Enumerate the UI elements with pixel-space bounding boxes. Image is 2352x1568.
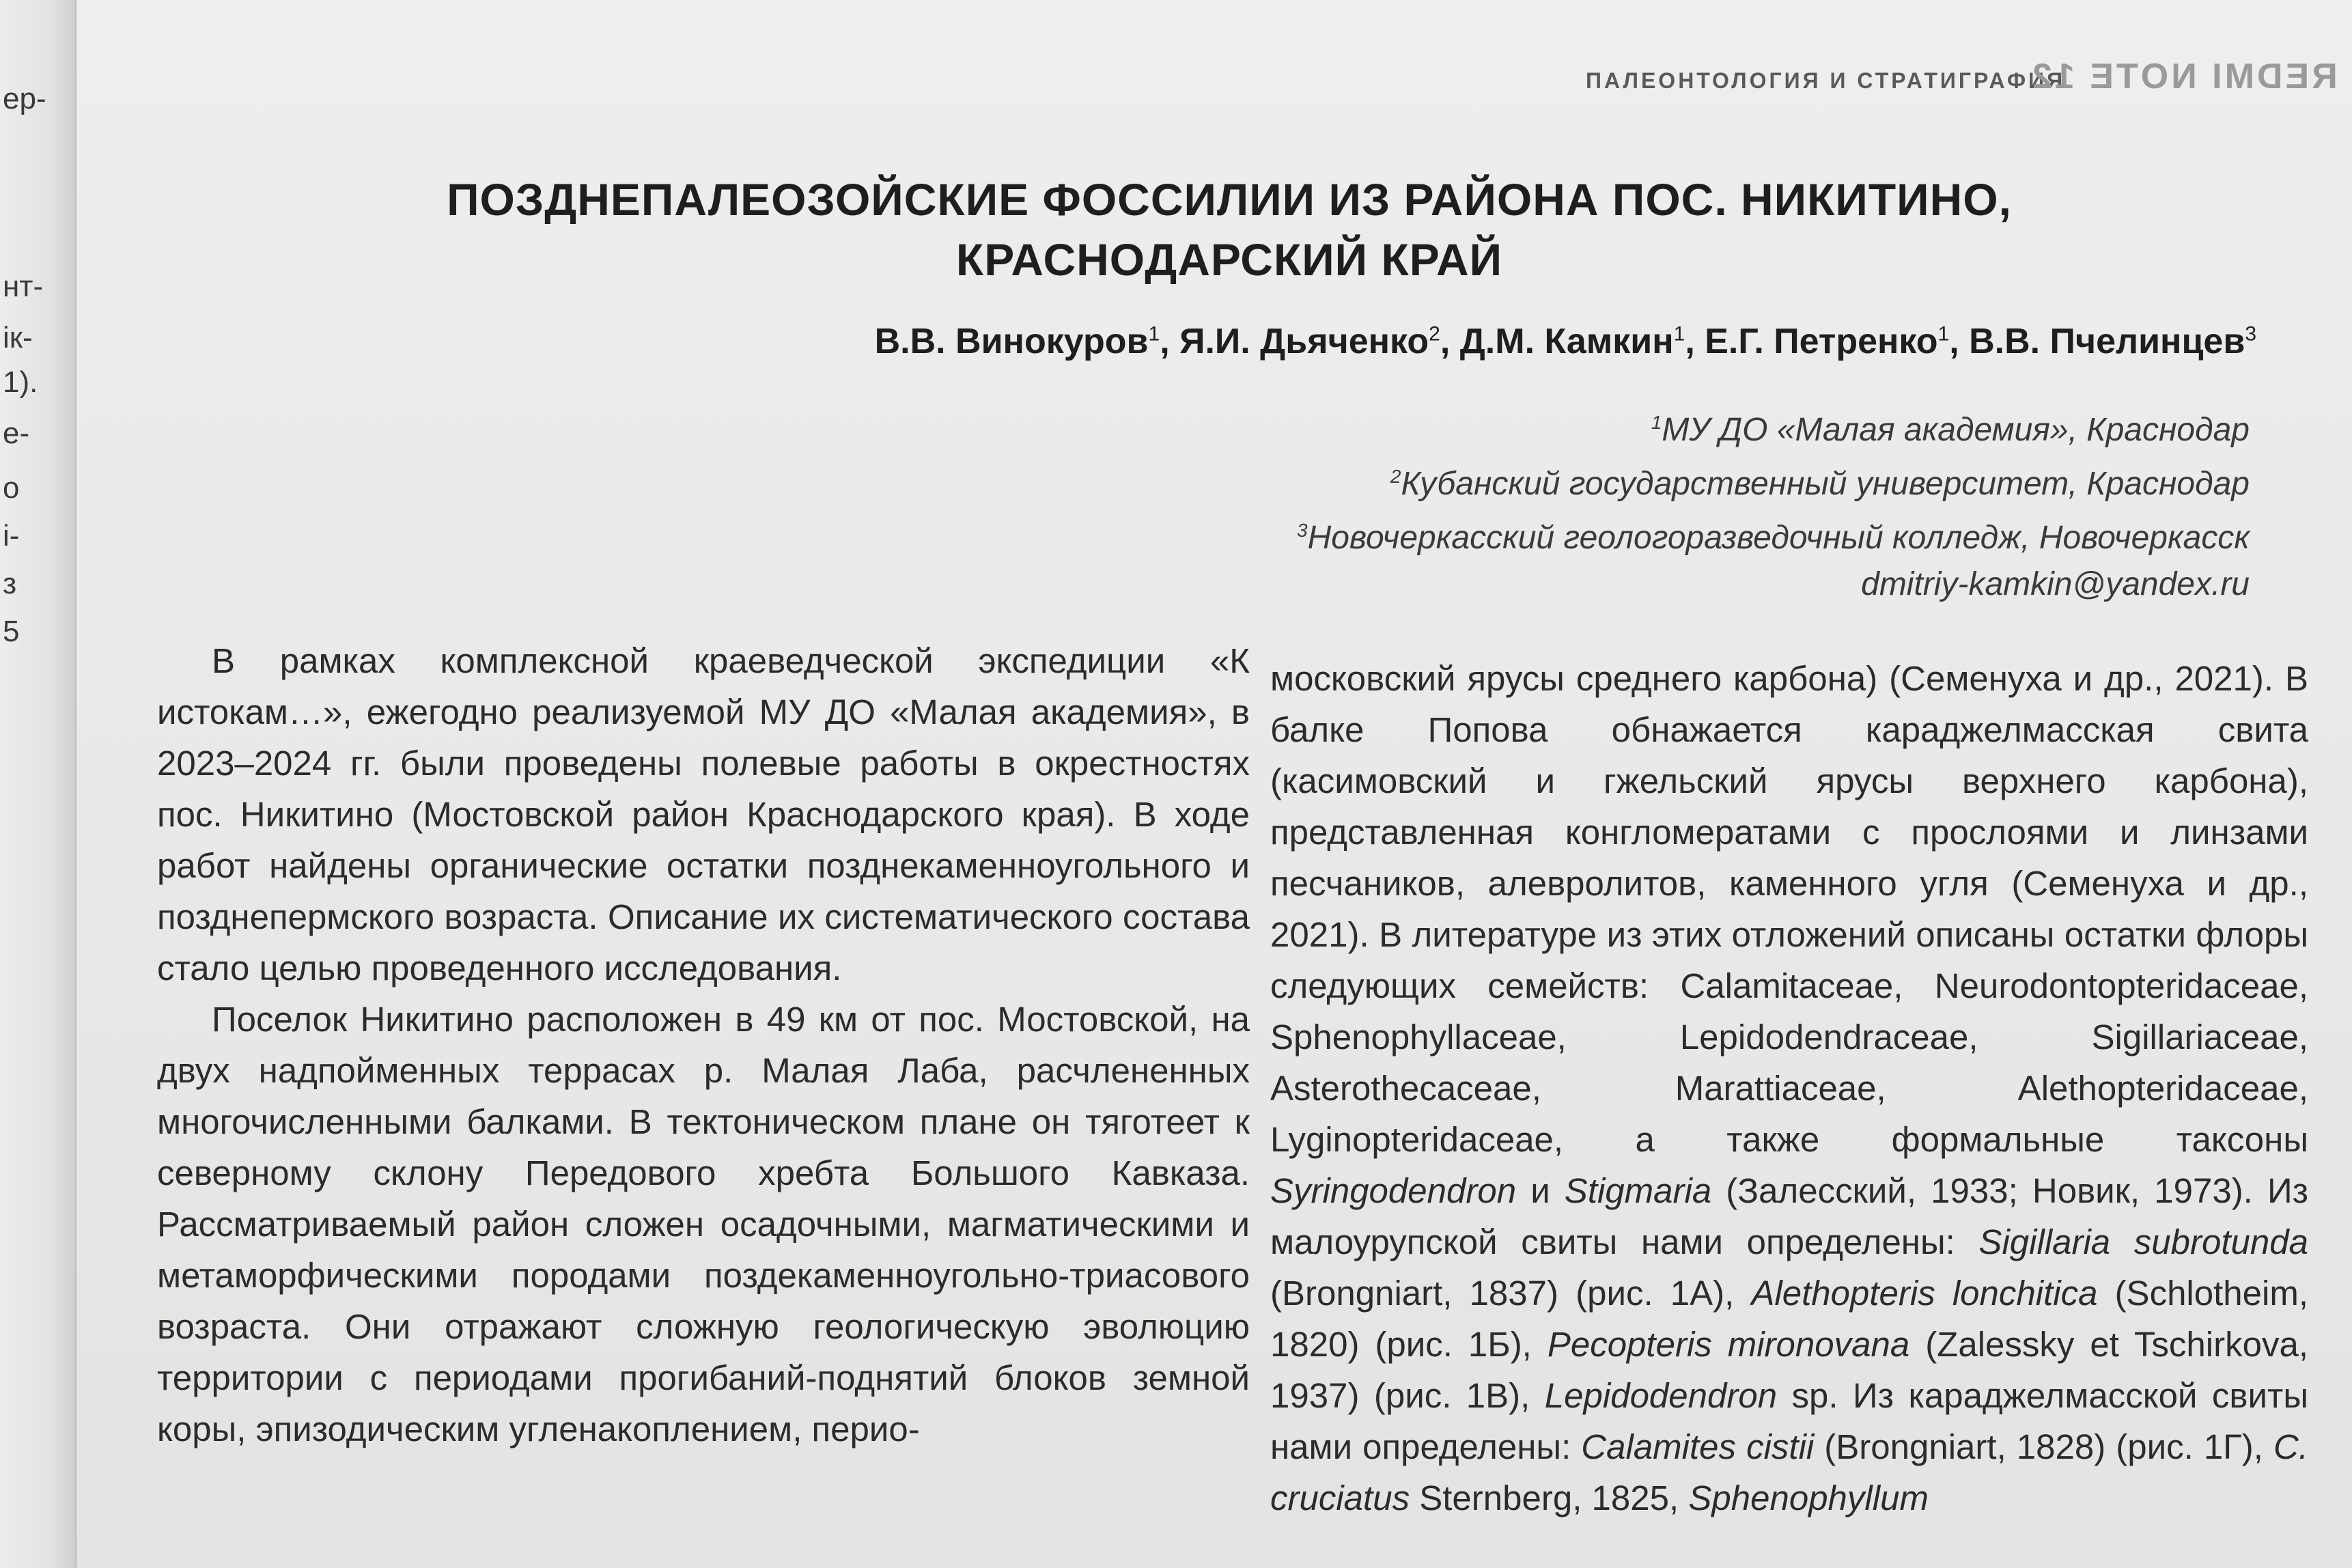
contact-email: dmitriy-kamkin@yandex.ru (1861, 566, 2250, 602)
left-page-edge (0, 0, 77, 1568)
author-sup: 3 (2245, 322, 2256, 346)
author-sup: 1 (1937, 322, 1950, 346)
left-fragment: о (3, 471, 20, 505)
article-title (307, 169, 2151, 290)
taxon-name: Alethopteris lonchitica (1751, 1274, 2098, 1313)
paragraph: московский ярусы среднего карбона) (Семенуха и др., 2021). В балке Попова обнажается караджелмасская свита (касимовский и гжельский ярусы верхнего карбона), представленная конгломератами с прослоями и линзами песчаников, алевролитов, каменного угля (Семенуха и др., 2021). В литературе из этих отложений описаны остатки флоры следующих семейств: Calamitaceae, Neurodontopteridaceae, Sphenophyllaceae, Lepidodendraceae, Sigillariaceae, Asterothecaceae, Marattiaceae, Alethopteridaceae, Lyginopteridaceae, а также формальные таксоны Syringodendron и Stigmaria (Залесский, 1933; Новик, 1973). Из малоурупской свиты нами определены: Sigillaria subrotunda (Brongniart, 1837) (рис. 1А), Alethopteris lonchitica (Schlotheim, 1820) (рис. 1Б), Pecopteris mironovana (Zalessky et Tschirkova, 1937) (рис. 1В), Lepidodendron sp. Из караджелмасской свиты нами определены: Calamites cistii (Brongniart, 1828) (рис. 1Г), C. cruciatus Sternberg, 1825, Sphenophyllum (1270, 659, 2309, 1517)
title-line: КРАСНОДАРСКИЙ КРАЙ (955, 234, 1503, 285)
left-fragment: ік- (3, 321, 33, 354)
left-fragment: нт- (3, 270, 44, 303)
body-column-left (157, 635, 1250, 1455)
author-sup: 1 (1673, 322, 1685, 346)
paragraph: В рамках комплексной краеведческой экспедиции «К истокам…», ежегодно реализуемой МУ ДО «Малая академия», в 2023–2024 гг. были проведены полевые работы в окрестностях пос. Никитино (Мостовской район Краснодарского края). В ходе работ найдены органические остатки позднекаменноугольного и позднепермского возраста. Описание их систематического состава стало целью проведенного исследования. (157, 641, 1250, 988)
author-name: Д.М. Камкин (1459, 322, 1674, 361)
left-fragment: ер- (3, 82, 46, 115)
author-name: Е.Г. Петренко (1705, 322, 1938, 361)
taxon-name: C. cruciatus (1270, 1427, 2308, 1517)
author-name: Я.И. Дьяченко (1179, 322, 1429, 361)
author-name: В.В. Винокуров (874, 322, 1149, 361)
affiliation: $^3$Новочеркасский геологоразведочный колледж, Новочеркасск (1297, 520, 2250, 556)
left-fragment: 1). (3, 365, 38, 399)
title-line: ПОЗДНЕПАЛЕОЗОЙСКИЕ ФОССИЛИИ ИЗ РАЙОНА ПОС. НИКИТИНО, (447, 174, 2012, 225)
taxon-name: Lepidodendron (1544, 1376, 1778, 1415)
running-head: ПАЛЕОНТОЛОГИЯ И СТРАТИГРАФИЯ (1586, 68, 2066, 93)
taxon-name: Pecopteris mironovana (1547, 1325, 1910, 1364)
left-fragment: е- (3, 417, 30, 450)
author-sup: 1 (1148, 322, 1160, 346)
paragraph: Поселок Никитино расположен в 49 км от пос. Мостовской, на двух надпойменных террасах р. Малая Лаба, расчлененных многочисленными балками. В тектоническом плане он тяготеет к северному склону Передового хребта Большого Кавказа. Рассматриваемый район сложен осадочными, магматическими и метаморфическими породами поздекаменноугольно-триасового возраста. Они отражают сложную геологическую эволюцию территории с периодами прогибаний-поднятий блоков земной коры, эпизодическим угленакоплением, перио- (157, 1000, 1250, 1448)
left-fragment: з (3, 567, 17, 600)
taxon-name: Stigmaria (1564, 1171, 1712, 1210)
author-sup: 2 (1429, 322, 1440, 346)
affiliation: $^1$МУ ДО «Малая академия», Краснодар (1651, 412, 2250, 448)
body-column-right (1270, 653, 2308, 1524)
taxon-name: Syringodendron (1270, 1171, 1517, 1210)
authors-line: В.В. Винокуров$^1$, Я.И. Дьяченко$^2$, Д.М. Камкин$^1$, Е.Г. Петренко$^1$, В.В. Пчелинцев$^3$ (874, 322, 2256, 361)
author-name: В.В. Пчелинцев (1969, 322, 2245, 361)
affiliations (1297, 400, 2250, 608)
affiliation: $^2$Кубанский государственный университет, Краснодар (1390, 466, 2250, 502)
left-fragment: 5 (3, 615, 20, 648)
taxon-name: Calamites cistii (1581, 1427, 1815, 1466)
camera-watermark: REDMI NOTE 12 (2030, 57, 2338, 96)
left-fragment: і- (3, 519, 20, 552)
taxon-name: Sigillaria subrotunda (1978, 1222, 2308, 1261)
taxon-name: Sphenophyllum (1688, 1479, 1929, 1517)
